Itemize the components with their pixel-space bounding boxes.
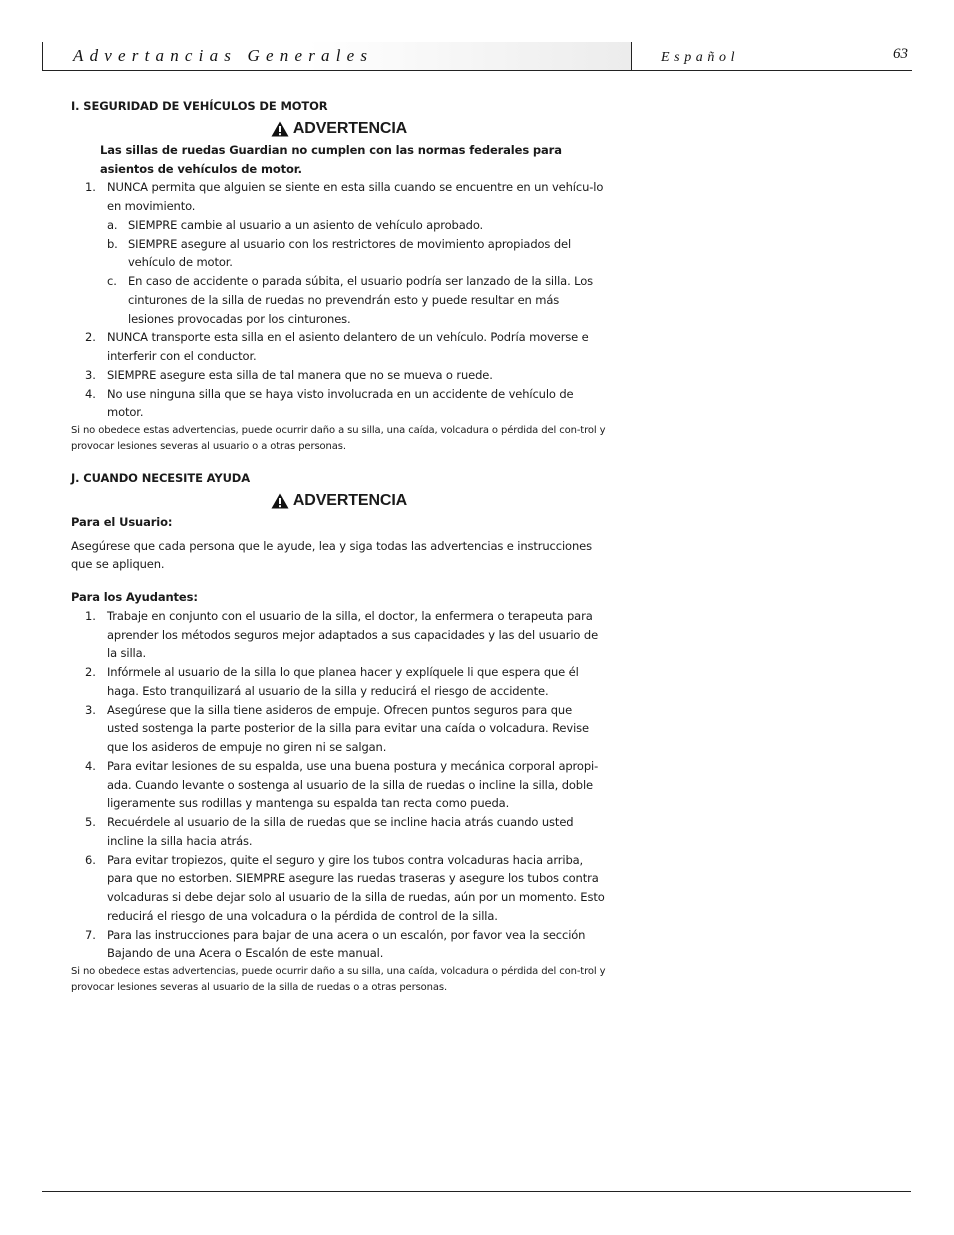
section-i-sublist	[107, 216, 607, 329]
section-j-heading: J. CUANDO NECESITE AYUDA	[71, 471, 250, 485]
list-item-marker: 6.	[85, 852, 96, 867]
sublist-item	[107, 235, 607, 273]
page-number: 63	[893, 46, 908, 62]
warning-triangle-icon	[271, 121, 289, 137]
section-j-warning-label: ADVERTENCIA	[292, 491, 408, 509]
list-item	[71, 328, 607, 366]
header-language-box	[631, 42, 912, 71]
list-item-text: Trabaje en conjunto con el usuario de la silla, el doctor, la enfermera o terapeuta para aprender los métodos seguros mejor adaptados a sus capacidades y las del usuario de la silla.	[107, 608, 599, 661]
list-item-marker: 4.	[85, 386, 96, 401]
section-i-warning-label: ADVERTENCIA	[292, 119, 408, 137]
sublist-item-text: SIEMPRE asegure al usuario con los restrictores de movimiento apropiados del vehículo de motor.	[128, 236, 572, 270]
list-item-marker: 5.	[85, 815, 96, 829]
section-j-footnote: Si no obedece estas advertencias, puede ocurrir daño a su silla, una caída, volcadura o pérdida del con-trol y provocar lesiones severas al usuario de la silla de ruedas o a otras personas.	[71, 966, 606, 993]
page-content	[71, 97, 607, 995]
sublist-item-text: SIEMPRE cambie al usuario a un asiento de vehículo aprobado.	[128, 217, 484, 232]
section-i-footnote: Si no obedece estas advertencias, puede ocurrir daño a su silla, una caída, volcadura o pérdida del con-trol y provocar lesiones severas al usuario o a otras personas.	[71, 425, 606, 452]
list-item-text: No use ninguna silla que se haya visto involucrada en un accidente de vehículo de motor.	[107, 386, 574, 420]
section-j-warning-heading	[71, 490, 607, 512]
list-item	[71, 701, 607, 757]
helpers-subheading: Para los Ayudantes:	[71, 590, 198, 604]
sublist-item-text: En caso de accidente o parada súbita, el usuario podría ser lanzado de la silla. Los cinturones de la silla de ruedas no prevendrán esto y puede resultar en más lesiones provocadas por los cinturones.	[128, 274, 594, 326]
list-item	[71, 366, 607, 385]
list-item	[71, 663, 607, 701]
sublist-item-marker: c.	[107, 274, 117, 288]
section-i-warning-heading	[71, 118, 607, 140]
list-item-text: Infórmele al usuario de la silla lo que planea hacer y explíquele li que espera que él haga. Esto tranquilizará al usuario de la silla y reducirá el riesgo de accidente.	[107, 665, 579, 698]
list-item-text: Para evitar tropiezos, quite el seguro y gire los tubos contra volcaduras hacia arriba, para que no estorben. SIEMPRE asegure las ruedas traseras y asegure los tubos contra volcaduras si debe dejar solo al usuario de la silla de ruedas, aún por un momento. Esto reducirá el riesgo de una volcadura o la pérdida de control de la silla.	[107, 852, 605, 923]
list-item	[71, 607, 607, 663]
list-item-text: Recuérdele al usuario de la silla de ruedas que se incline hacia atrás cuando usted incline la silla hacia atrás.	[107, 815, 574, 848]
section-i-intro: Las sillas de ruedas Guardian no cumplen con las normas federales para asientos de vehículos de motor.	[100, 142, 562, 176]
list-item-text: SIEMPRE asegure esta silla de tal manera que no se mueva o ruede.	[107, 367, 493, 382]
list-item	[71, 813, 607, 851]
section-i-heading: I. SEGURIDAD DE VEHÍCULOS DE MOTOR	[71, 99, 328, 113]
list-item-marker: 4.	[85, 758, 96, 773]
list-item-marker: 1.	[85, 180, 96, 195]
sublist-item	[107, 272, 607, 328]
section-j-list	[71, 607, 607, 963]
header-language: Español	[661, 50, 740, 65]
list-item-text: Para las instrucciones para bajar de una acera o un escalón, por favor vea la sección Bajando de una Acera o Escalón de este manual.	[107, 927, 586, 961]
user-paragraph: Asegúrese que cada persona que le ayude, lea y siga todas las advertencias e instrucciones que se apliquen.	[71, 538, 592, 572]
list-item-marker: 1.	[85, 608, 96, 623]
list-item-marker: 2.	[85, 665, 96, 679]
warning-triangle-icon	[271, 493, 289, 509]
list-item-text: Para evitar lesiones de su espalda, use una buena postura y mecánica corporal apropi-ada. Cuando levante o sostenga al usuario de la silla de ruedas o incline la silla, doble ligeramente sus rodillas y mantenga su espalda tan recta como pueda.	[107, 758, 599, 811]
list-item	[71, 926, 607, 964]
list-item-marker: 7.	[85, 927, 96, 942]
list-item	[71, 757, 607, 813]
header-title: Advertancias Generales	[73, 46, 374, 65]
list-item-text: Asegúrese que la silla tiene asideros de empuje. Ofrecen puntos seguros para que usted sostenga la parte posterior de la silla para evitar una caída o volcadura. Revise que los asideros de empuje no giren ni se salgan.	[107, 702, 589, 754]
sublist-item-marker: a.	[107, 217, 118, 232]
user-subheading: Para el Usuario:	[71, 514, 173, 529]
section-i-list	[71, 178, 607, 422]
footer-rule	[42, 1191, 911, 1192]
list-item	[71, 385, 607, 423]
sublist-item-marker: b.	[107, 236, 118, 251]
header-title-box	[42, 42, 631, 71]
list-item-marker: 2.	[85, 330, 96, 345]
sublist-item	[107, 216, 607, 235]
list-item-marker: 3.	[85, 367, 96, 382]
list-item	[71, 851, 607, 926]
list-item	[71, 178, 607, 328]
list-item-marker: 3.	[85, 702, 96, 717]
list-item-text: NUNCA permita que alguien se siente en esta silla cuando se encuentre en un vehícu-lo en movimiento.	[107, 180, 604, 213]
list-item-text: NUNCA transporte esta silla en el asiento delantero de un vehículo. Podría moverse e interferir con el conductor.	[107, 330, 589, 363]
